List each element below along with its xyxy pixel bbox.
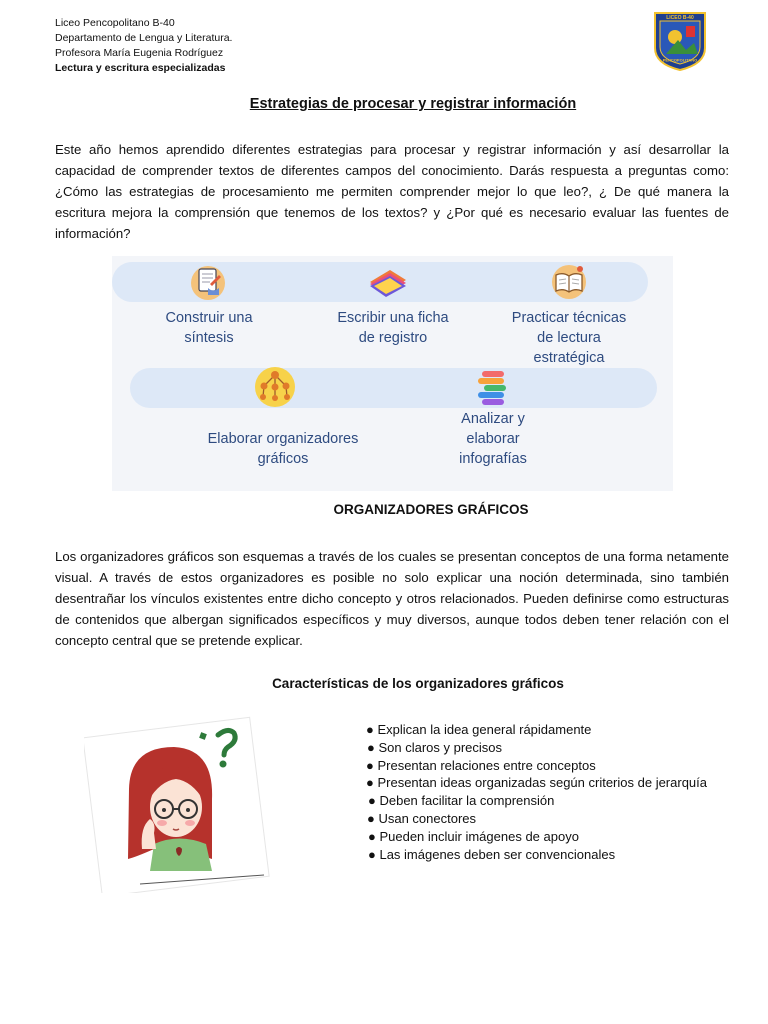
course-name: Lectura y escritura especializadas [55,62,226,74]
list-item: ● Deben facilitar la comprensión [366,792,707,810]
characteristics-title: Características de los organizadores gráficos [272,676,564,691]
list-item: ● Explican la idea general rápidamente [366,721,707,739]
strategy-reading-techniques-line-1: Practicar técnicas [511,310,627,326]
list-item: ● Presentan relaciones entre conceptos [366,757,707,775]
strategy-reading-techniques [488,308,650,368]
school-crest-logo [652,10,708,72]
svg-text:PENCOPOLITANO: PENCOPOLITANO [662,57,698,63]
page-title: Estrategias de procesar y registrar información [249,96,577,112]
strategy-infographics-line-3: infografías [459,451,527,467]
strategy-graphic-organizers-line-2: gráficos [257,451,309,467]
list-item: ● Las imágenes deben ser convencionales [366,846,707,864]
list-item: ● Son claros y precisos [366,739,707,757]
infographic-stack-icon [472,368,512,408]
school-name: Liceo Pencopolitano B-40 [55,17,175,29]
strategy-reading-techniques-line-2: de lectura [537,330,601,346]
strategy-synthesis-line-1: Construir una [165,310,253,326]
index-card-icon [366,266,410,300]
infographic-band-bottom [130,368,657,408]
strategy-record-card-line-1: Escribir una ficha [337,310,449,326]
strategy-graphic-organizers [188,429,378,469]
strategy-synthesis [142,308,276,348]
strategy-record-card [310,308,476,348]
organizers-paragraph: Los organizadores gráficos son esquemas a través de los cuales se presentan conceptos de una forma netamente visual. A través de estos organizadores es posible no solo explicar una noción determinada, sino también desentrañar los vínculos existentes entre dicho concepto y otros relacionados. Pueden definirse como estructuras de contenidos que albergan significados específicos y muy diversos, aunque todos deben tener relación con el concepto central que se pretende explicar. [55,549,729,648]
svg-text:LICEO B-40: LICEO B-40 [666,15,694,21]
writing-hand-icon [188,262,228,302]
list-item: ● Usan conectores [366,810,707,828]
strategy-infographics [430,409,556,469]
list-item: ● Presentan ideas organizadas según criterios de jerarquía [366,774,707,792]
document-header [55,16,232,76]
thinking-girl-illustration [84,709,270,893]
strategies-infographic [112,256,673,491]
list-item: ● Pueden incluir imágenes de apoyo [366,828,707,846]
strategy-infographics-line-2: elaborar [466,431,520,447]
strategy-reading-techniques-line-3: estratégica [533,350,605,366]
strategy-graphic-organizers-line-1: Elaborar organizadores [207,431,359,447]
strategy-record-card-line-2: de registro [358,330,428,346]
teacher-name: Profesora María Eugenia Rodríguez [55,47,224,59]
characteristics-list [366,721,707,863]
reading-book-icon [549,261,589,301]
strategy-infographics-line-1: Analizar y [461,411,525,427]
organizer-diagram-icon [253,365,297,409]
strategy-synthesis-line-2: síntesis [184,330,234,346]
section-title: ORGANIZADORES GRÁFICOS [333,502,529,517]
intro-paragraph: Este año hemos aprendido diferentes estrategias para procesar y registrar información y así desarrollar la capacidad de comprender textos de diferentes campos del conocimiento. Darás respuesta a preguntas como: ¿Cómo las estrategias de procesamiento me permiten comprender mejor lo que leo?, ¿ De qué manera la escritura mejora la comprensión que tenemos de los textos? y ¿Por qué es necesario evaluar las fuentes de información? [55,142,729,241]
department-name: Departamento de Lengua y Literatura. [55,32,233,44]
